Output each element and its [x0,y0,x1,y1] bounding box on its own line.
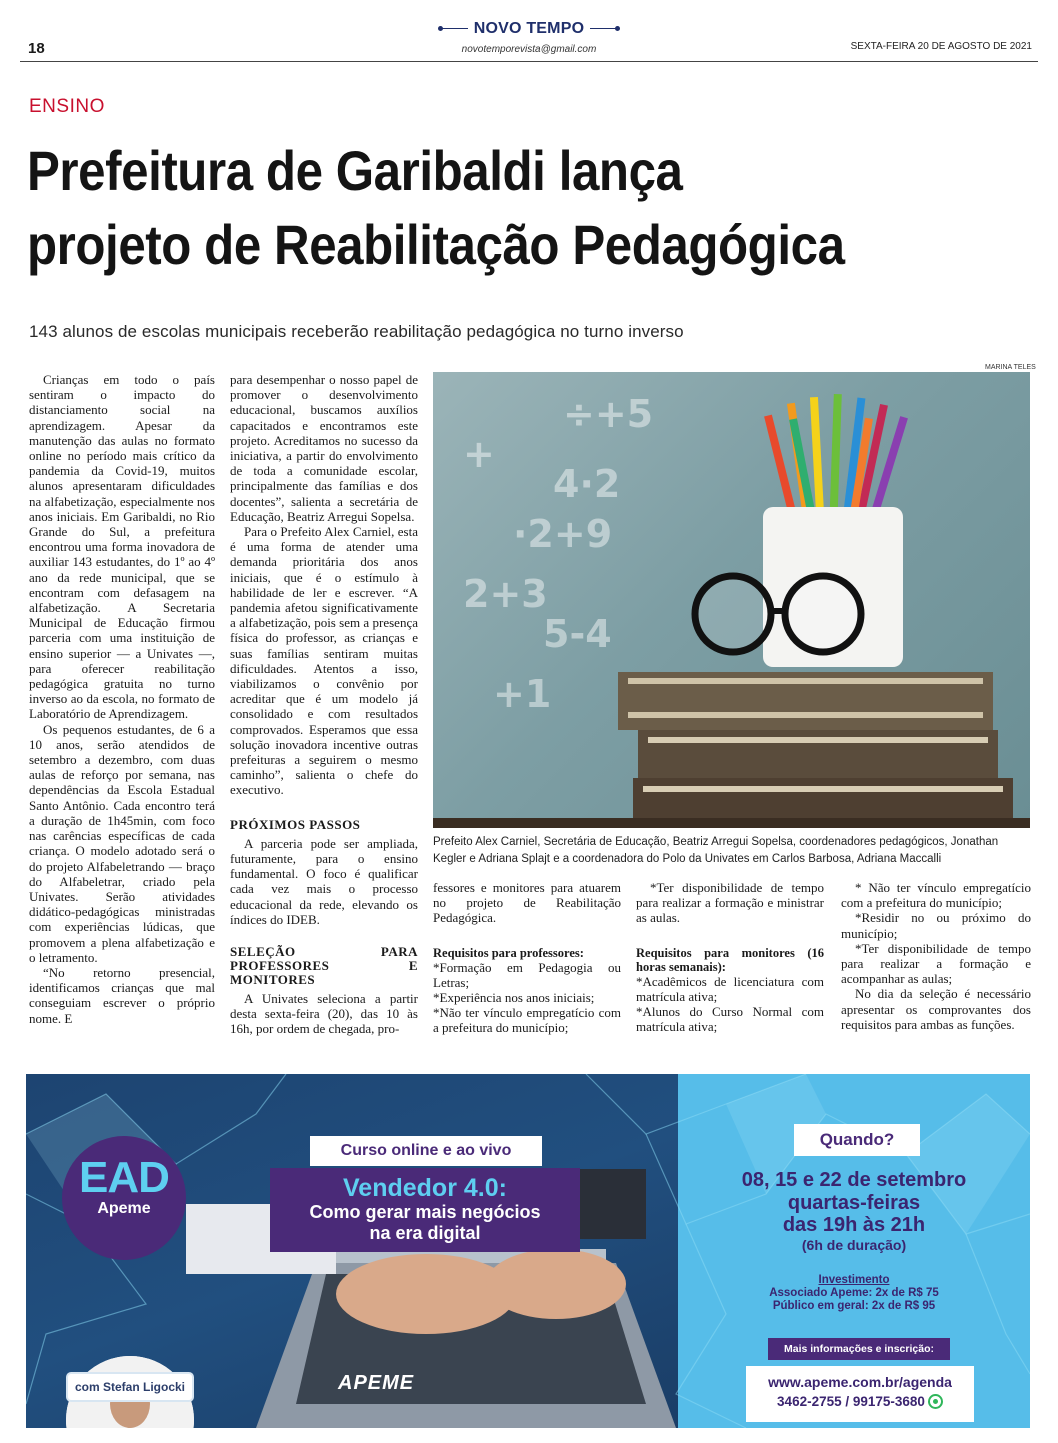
chalk-marks: + [463,432,495,476]
subheading-selection: SELEÇÃO PARA PROFESSORES E MONITORES [230,943,418,987]
list-item: *Formação em Pedagogia ou Letras; [433,959,621,990]
article-column-1 [29,372,215,1026]
course-title-box [270,1168,580,1252]
list-item: *Acadêmicos de licenciatura com matrícula ativa; [636,973,824,1004]
masthead [20,14,1038,62]
article-column-4 [636,880,824,1034]
list-item: *Não ter vínculo empregatício com a prefeitura do município; [433,1005,621,1036]
paragraph: Crianças em todo o país sentiram o impacto do distanciamento social na aprendizagem. Apesar da manutenção das aulas no formato online no período mais crítico da pandemia da Covid-19, muitos alunos apresentaram dificuldades na alfabetização, especialmente nos anos iniciais. Em Garibaldi, no Rio Grande do Sul, a prefeitura encontrou uma forma inovadora de auxiliar 143 estudantes, do 1º ao 4º ano da rede municipal, que se encontram com defasagem na alfabetização. A Secretaria Municipal de Educação firmou parceria com uma instituição de ensino superior — a Univates —, para oferecer reabilitação pedagógica gratuita no turno inverso ao da escola, no formato de Laboratório de Aprendizagem. [29,372,215,722]
schedule-block [678,1168,1030,1254]
masthead-rule [20,61,1038,62]
chalk-marks: 2+3 [463,572,548,616]
course-subtitle-line-1: Como gerar mais negócios [309,1202,541,1222]
headline-line-1: Prefeitura de Garibaldi lança [27,139,683,202]
section-label: ENSINO [29,96,105,117]
registration-link[interactable]: www.apeme.com.br/agenda [768,1374,952,1390]
phone-numbers [746,1392,974,1412]
paragraph: A parceria pode ser ampliada, futuramente, para o ensino fundamental. O foco é qualificar cada vez mais o processo educacional da rede, elevando os índices do IDEB. [230,835,418,927]
contact-box [746,1366,974,1422]
ead-apeme-logo [62,1136,186,1260]
investment-heading: Investimento [818,1274,890,1286]
headline [27,134,916,282]
course-title: Vendedor 4.0: [343,1174,507,1202]
photo-credit: MARINA TELES [985,364,1036,371]
subheading-monitor-reqs: Requisitos para monitores (16 horas semanais): [636,945,824,974]
books-pencils-glasses-illustration [433,372,1030,828]
whatsapp-icon [928,1394,943,1409]
article-column-5 [841,880,1031,1032]
phone-text: 3462-2755 / 99175-3680 [777,1394,925,1409]
apeme-brand-logo: APEME [338,1372,415,1394]
chalk-marks: 4·2 [553,462,621,506]
paper-email[interactable]: novotemporevista@gmail.com [461,44,597,55]
paper-name-text: NOVO TEMPO [473,20,585,37]
ead-logo-text: EAD [79,1153,169,1202]
investment-block [678,1274,1030,1313]
headline-line-2: projeto de Reabilitação Pedagógica [27,213,845,276]
list-item: *Residir no ou próximo do município; [841,910,1031,941]
paragraph: Os pequenos estudantes, de 6 a 10 anos, serão atendidos de setembro a dezembro, com duas aulas de reforço por semana, nas dependências da Escola Estadual Santo Antônio. Cada encontro terá a duração de 1h45min, com foco nas carências específicas de cada criança. O modelo adotado será o do projeto Alfabeletrando — braço do Alfabeletrar, criado pela Univates. Serão atividades didático-pedagógicas ministradas com experiências lúdicas, que promovem a plena alfabetização e o letramento. [29,721,215,965]
list-item: *Ter disponibilidade de tempo para realizar a formação e acompanhar as aulas; [841,940,1031,987]
course-duration: (6h de duração) [801,1237,907,1253]
price-public: Público em geral: 2x de R$ 95 [772,1300,936,1312]
subheading-next-steps: PRÓXIMOS PASSOS [230,816,361,832]
article-photo [433,372,1030,828]
course-subtitle-line-2: na era digital [369,1223,481,1243]
chalk-marks: +1 [493,672,552,716]
ead-logo-subtext: Apeme [97,1200,151,1217]
page-number: 18 [28,40,45,57]
article-column-3 [433,880,621,1036]
course-days: quartas-feiras [787,1192,921,1214]
list-item: *Experiência nos anos iniciais; [433,990,595,1006]
price-member: Associado Apeme: 2x de R$ 75 [769,1287,939,1299]
course-hours: das 19h às 21h [782,1214,926,1236]
paragraph: *Ter disponibilidade de tempo para realizar a formação e ministrar as aulas. [636,880,824,926]
chalk-marks: ÷+5 [563,392,654,436]
speaker-name-tag: com Stefan Ligocki [68,1374,192,1400]
paper-name [20,20,1038,38]
list-item: *Alunos do Curso Normal com matrícula ativa; [636,1004,824,1035]
subhead: 143 alunos de escolas municipais receberão reabilitação pedagógica no turno inverso [29,322,684,341]
paragraph: para desempenhar o nosso papel de promover o desenvolvimento educacional, buscamos auxílios capacitados e encontramos este projeto. Acreditamos no sucesso da iniciativa, a partir do envolvimento de toda a comunidade escolar, principalmente das famílias e dos docentes”, salienta a secretária de Educação, Beatriz Arregui Sopelsa. [230,372,418,524]
ornament-right-icon [590,28,616,29]
course-format-tag: Curso online e ao vivo [310,1136,542,1166]
list-item: * Não ter vínculo empregatício com a prefeitura do município; [841,880,1031,911]
photo-caption: Prefeito Alex Carniel, Secretária de Educação, Beatriz Arregui Sopelsa, coordenadores pedagógicos, Jonathan Kegler e Adriana Splajt e a coordenadora do Polo da Univates em Carlos Barbosa, Adriana Maccalli [433,836,999,865]
chalk-marks: ·2+9 [513,512,613,556]
advertisement[interactable] [26,1074,1030,1428]
issue-date: SEXTA-FEIRA 20 DE AGOSTO DE 2021 [850,41,1032,52]
paragraph: No dia da seleção é necessário apresentar os comprovantes dos requisitos para ambas as funções. [841,986,1031,1032]
paragraph: Para o Prefeito Alex Carniel, esta é uma forma de atender uma demanda prioritária dos anos iniciais, que é o estímulo à habilidade de ler e escrever. “A pandemia afetou significativamente a alfabetização, pois sem a presença física do professor, as crianças e suas famílias sentiram muitas dificuldades. Atentos a isso, viabilizamos o convênio por acreditar que é um modelo já consolidado e com resultados comprovados. Esperamos que essa solução inovadora incentive outras prefeituras a seguirem o mesmo caminho”, salienta o chefe do executivo. [230,524,418,798]
course-dates: 08, 15 e 22 de setembro [741,1169,967,1191]
chalk-marks: 5-4 [543,612,612,656]
paragraph: A Univates seleciona a partir desta sexta-feira (20), das 10 às 16h, por ordem de chegada, pro- [230,990,418,1037]
paragraph: “No retorno presencial, identificamos crianças que mal conseguiam escrever o próprio nome. E [29,964,215,1026]
when-tag: Quando? [794,1124,920,1156]
paragraph: fessores e monitores para atuarem no projeto de Reabilitação Pedagógica. [433,880,621,926]
article-column-2 [230,372,418,1037]
info-tag: Mais informações e inscrição: [768,1338,950,1360]
ornament-left-icon [442,28,468,29]
subheading-teacher-reqs: Requisitos para professores: [433,945,584,960]
